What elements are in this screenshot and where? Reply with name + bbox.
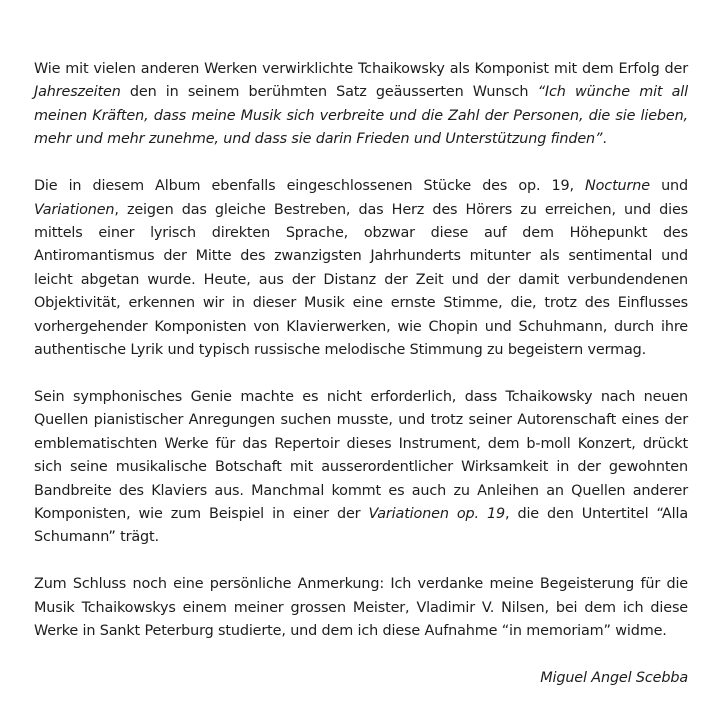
paragraph xyxy=(34,175,688,362)
text-segment: . xyxy=(602,131,607,148)
text-segment: , die den Untertitel “Alla Schumann” trägt. xyxy=(34,505,688,546)
paragraph xyxy=(34,58,688,152)
italic-text-segment: Variationen op. 19 xyxy=(368,505,505,522)
text-segment: und xyxy=(649,178,688,195)
text-segment: Die in diesem Album ebenfalls eingeschlossenen Stücke des op. 19, xyxy=(34,178,586,195)
paragraph xyxy=(34,386,688,550)
text-segment: den in seinem berühmten Satz geäusserten Wunsch xyxy=(120,84,538,101)
document-page xyxy=(34,58,688,690)
text-segment: Wie mit vielen anderen Werken verwirklichte Tchaikowsky als Komponist mit dem Erfolg der xyxy=(34,61,688,77)
italic-text-segment: Jahreszeiten xyxy=(34,84,121,101)
italic-text-segment: Nocturne xyxy=(585,178,650,195)
text-segment: Sein symphonisches Genie machte es nicht erforderlich, dass Tchaikowsky nach neuen Quellen pianistischer Anregungen suchen musste, und trotz seiner Autorenschaft eines der emblematischten Werke für das Repertoir dieses Instrument, dem b-moll Konzert, drückt sich seine musikalische Botschaft mit ausserordentlicher Wirksamkeit in der gewohnten Bandbreite des Klaviers aus. Manchmal kommt es auch zu Anleihen an Quellen anderer Komponisten, wie zum Beispiel in einer der xyxy=(34,388,688,522)
author-signature: Miguel Angel Scebba xyxy=(540,669,688,686)
text-segment: , zeigen das gleiche Bestreben, das Herz des Hörers zu erreichen, und dies mittels einer lyrisch direkten Sprache, obzwar diese auf dem Höhepunkt des Antiromantismus der Mitte des zwanzigsten Jahrhunderts mitunter als sentimental und leicht abgetan wurde. Heute, aus der Distanz der Zeit und der damit verbundendenen Objektivität, erkennen wir in dieser Musik eine ernste Stimme, die, trotz des Einflusses vorhergehender Komponisten von Klavierwerken, wie Chopin und Schuhmann, durch ihre authentische Lyrik und typisch russische melodische Stimmung zu begeistern vermag. xyxy=(34,201,688,358)
text-segment: Zum Schluss noch eine persönliche Anmerkung: Ich verdanke meine Begeisterung für die Musik Tchaikowskys einem meiner grossen Meister, Vladimir V. Nilsen, bei dem ich diese Werke in Sankt Peterburg studierte, und dem ich diese Aufnahme “in memoriam” widme. xyxy=(34,576,688,640)
italic-quote: “Ich wünche mit all meinen Kräften, dass meine Musik sich verbreite und die Zahl der Personen, die sie lieben, mehr und mehr zunehme, und dass sie darin Frieden und Unterstützung finden” xyxy=(34,84,688,148)
italic-text-segment: Variationen xyxy=(34,201,115,218)
paragraph xyxy=(34,573,688,643)
